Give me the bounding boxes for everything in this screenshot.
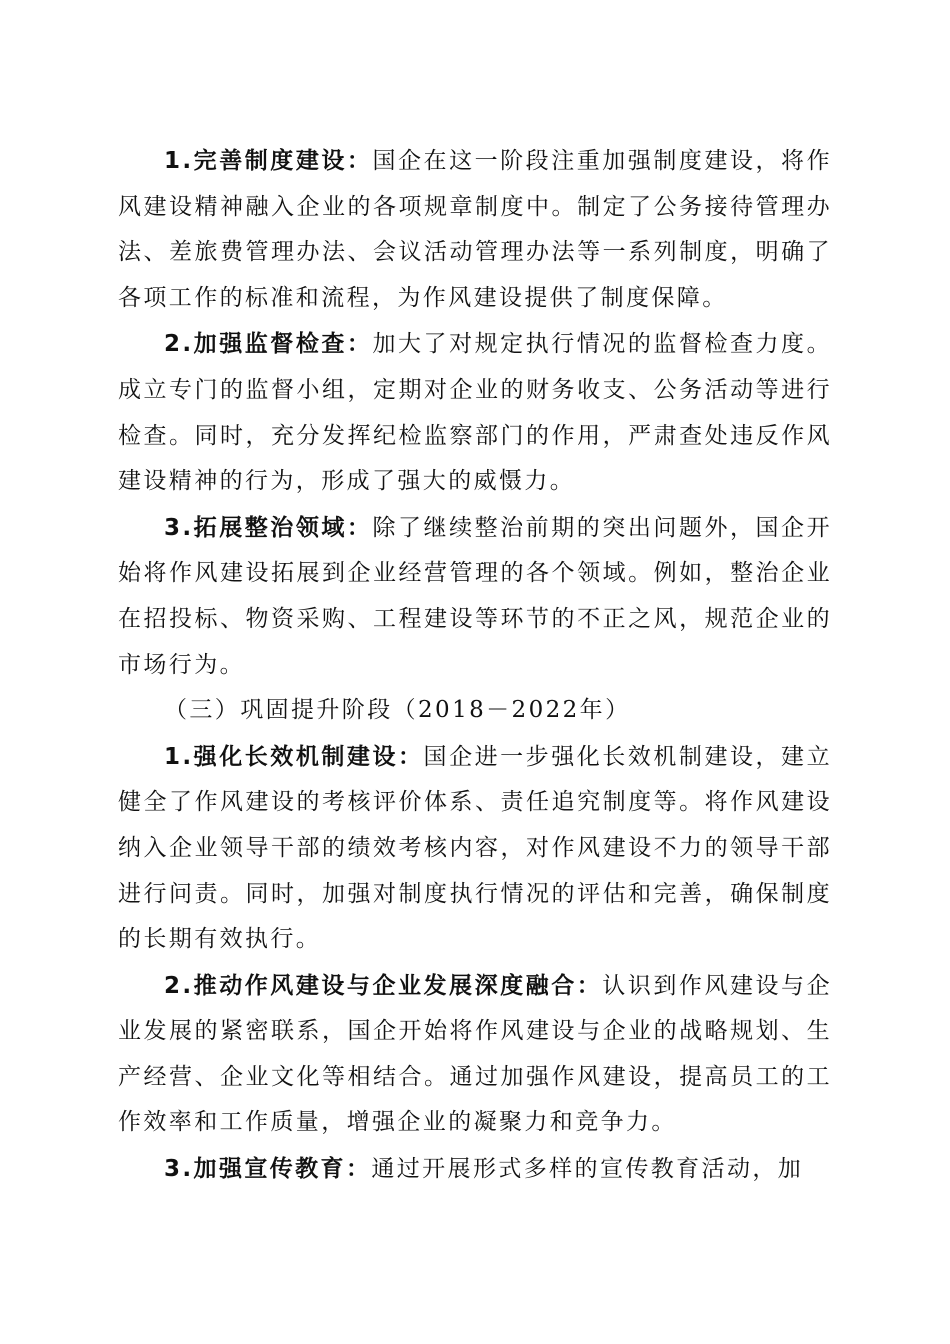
item-number: 1. (164, 148, 194, 174)
item-number: 2. (164, 331, 194, 358)
item-heading: 拓展整治领域： (193, 513, 373, 541)
item-heading: 完善制度建设： (193, 147, 373, 174)
item-number: 3. (164, 514, 194, 541)
section-title: （三）巩固提升阶段（2018－2022年） (164, 697, 631, 724)
paragraph-improve-system (118, 138, 832, 321)
item-number: 3. (164, 1156, 194, 1183)
paragraph-long-term-mechanism (118, 734, 832, 963)
paragraph-expand-scope (118, 505, 832, 688)
item-text: 国企进一步强化长效机制建设，建立健全了作风建设的考核评价体系、责任追究制度等。将作风建设纳入企业领导干部的绩效考核内容，对作风建设不力的领导干部进行问责。同时，加强对制度执行情况的评估和完善，确保制度的长期有效执行。 (118, 743, 832, 953)
item-heading: 加强宣传教育： (193, 1155, 372, 1183)
item-heading: 强化长效机制建设： (193, 742, 424, 770)
paragraph-integration (118, 963, 832, 1146)
item-number: 2. (164, 972, 194, 999)
item-text: 通过开展形式多样的宣传教育活动，加 (371, 1156, 804, 1183)
item-text: 认识到作风建设与企业发展的紧密联系，国企开始将作风建设与企业的战略规划、生产经营、企业文化等相结合。通过加强作风建设，提高员工的工作效率和工作质量，增强企业的凝聚力和竞争力。 (118, 972, 832, 1136)
item-heading: 加强监督检查： (193, 330, 373, 358)
document-page (118, 138, 832, 1193)
paragraph-publicity-education (118, 1146, 832, 1193)
item-heading: 推动作风建设与企业发展深度融合： (193, 971, 603, 999)
item-number: 1. (164, 743, 194, 770)
item-text: 加大了对规定执行情况的监督检查力度。成立专门的监督小组，定期对企业的财务收支、公务活动等进行检查。同时，充分发挥纪检监察部门的作用，严肃查处违反作风建设精神的行为，形成了强大的威慑力。 (118, 331, 832, 495)
item-text: 国企在这一阶段注重加强制度建设，将作风建设精神融入企业的各项规章制度中。制定了公务接待管理办法、差旅费管理办法、会议活动管理办法等一系列制度，明确了各项工作的标准和流程，为作风建设提供了制度保障。 (118, 148, 832, 311)
item-text: 除了继续整治前期的突出问题外，国企开始将作风建设拓展到企业经营管理的各个领域。例如，整治企业在招投标、物资采购、工程建设等环节的不正之风，规范企业的市场行为。 (118, 514, 832, 678)
paragraph-strengthen-supervision (118, 321, 832, 504)
